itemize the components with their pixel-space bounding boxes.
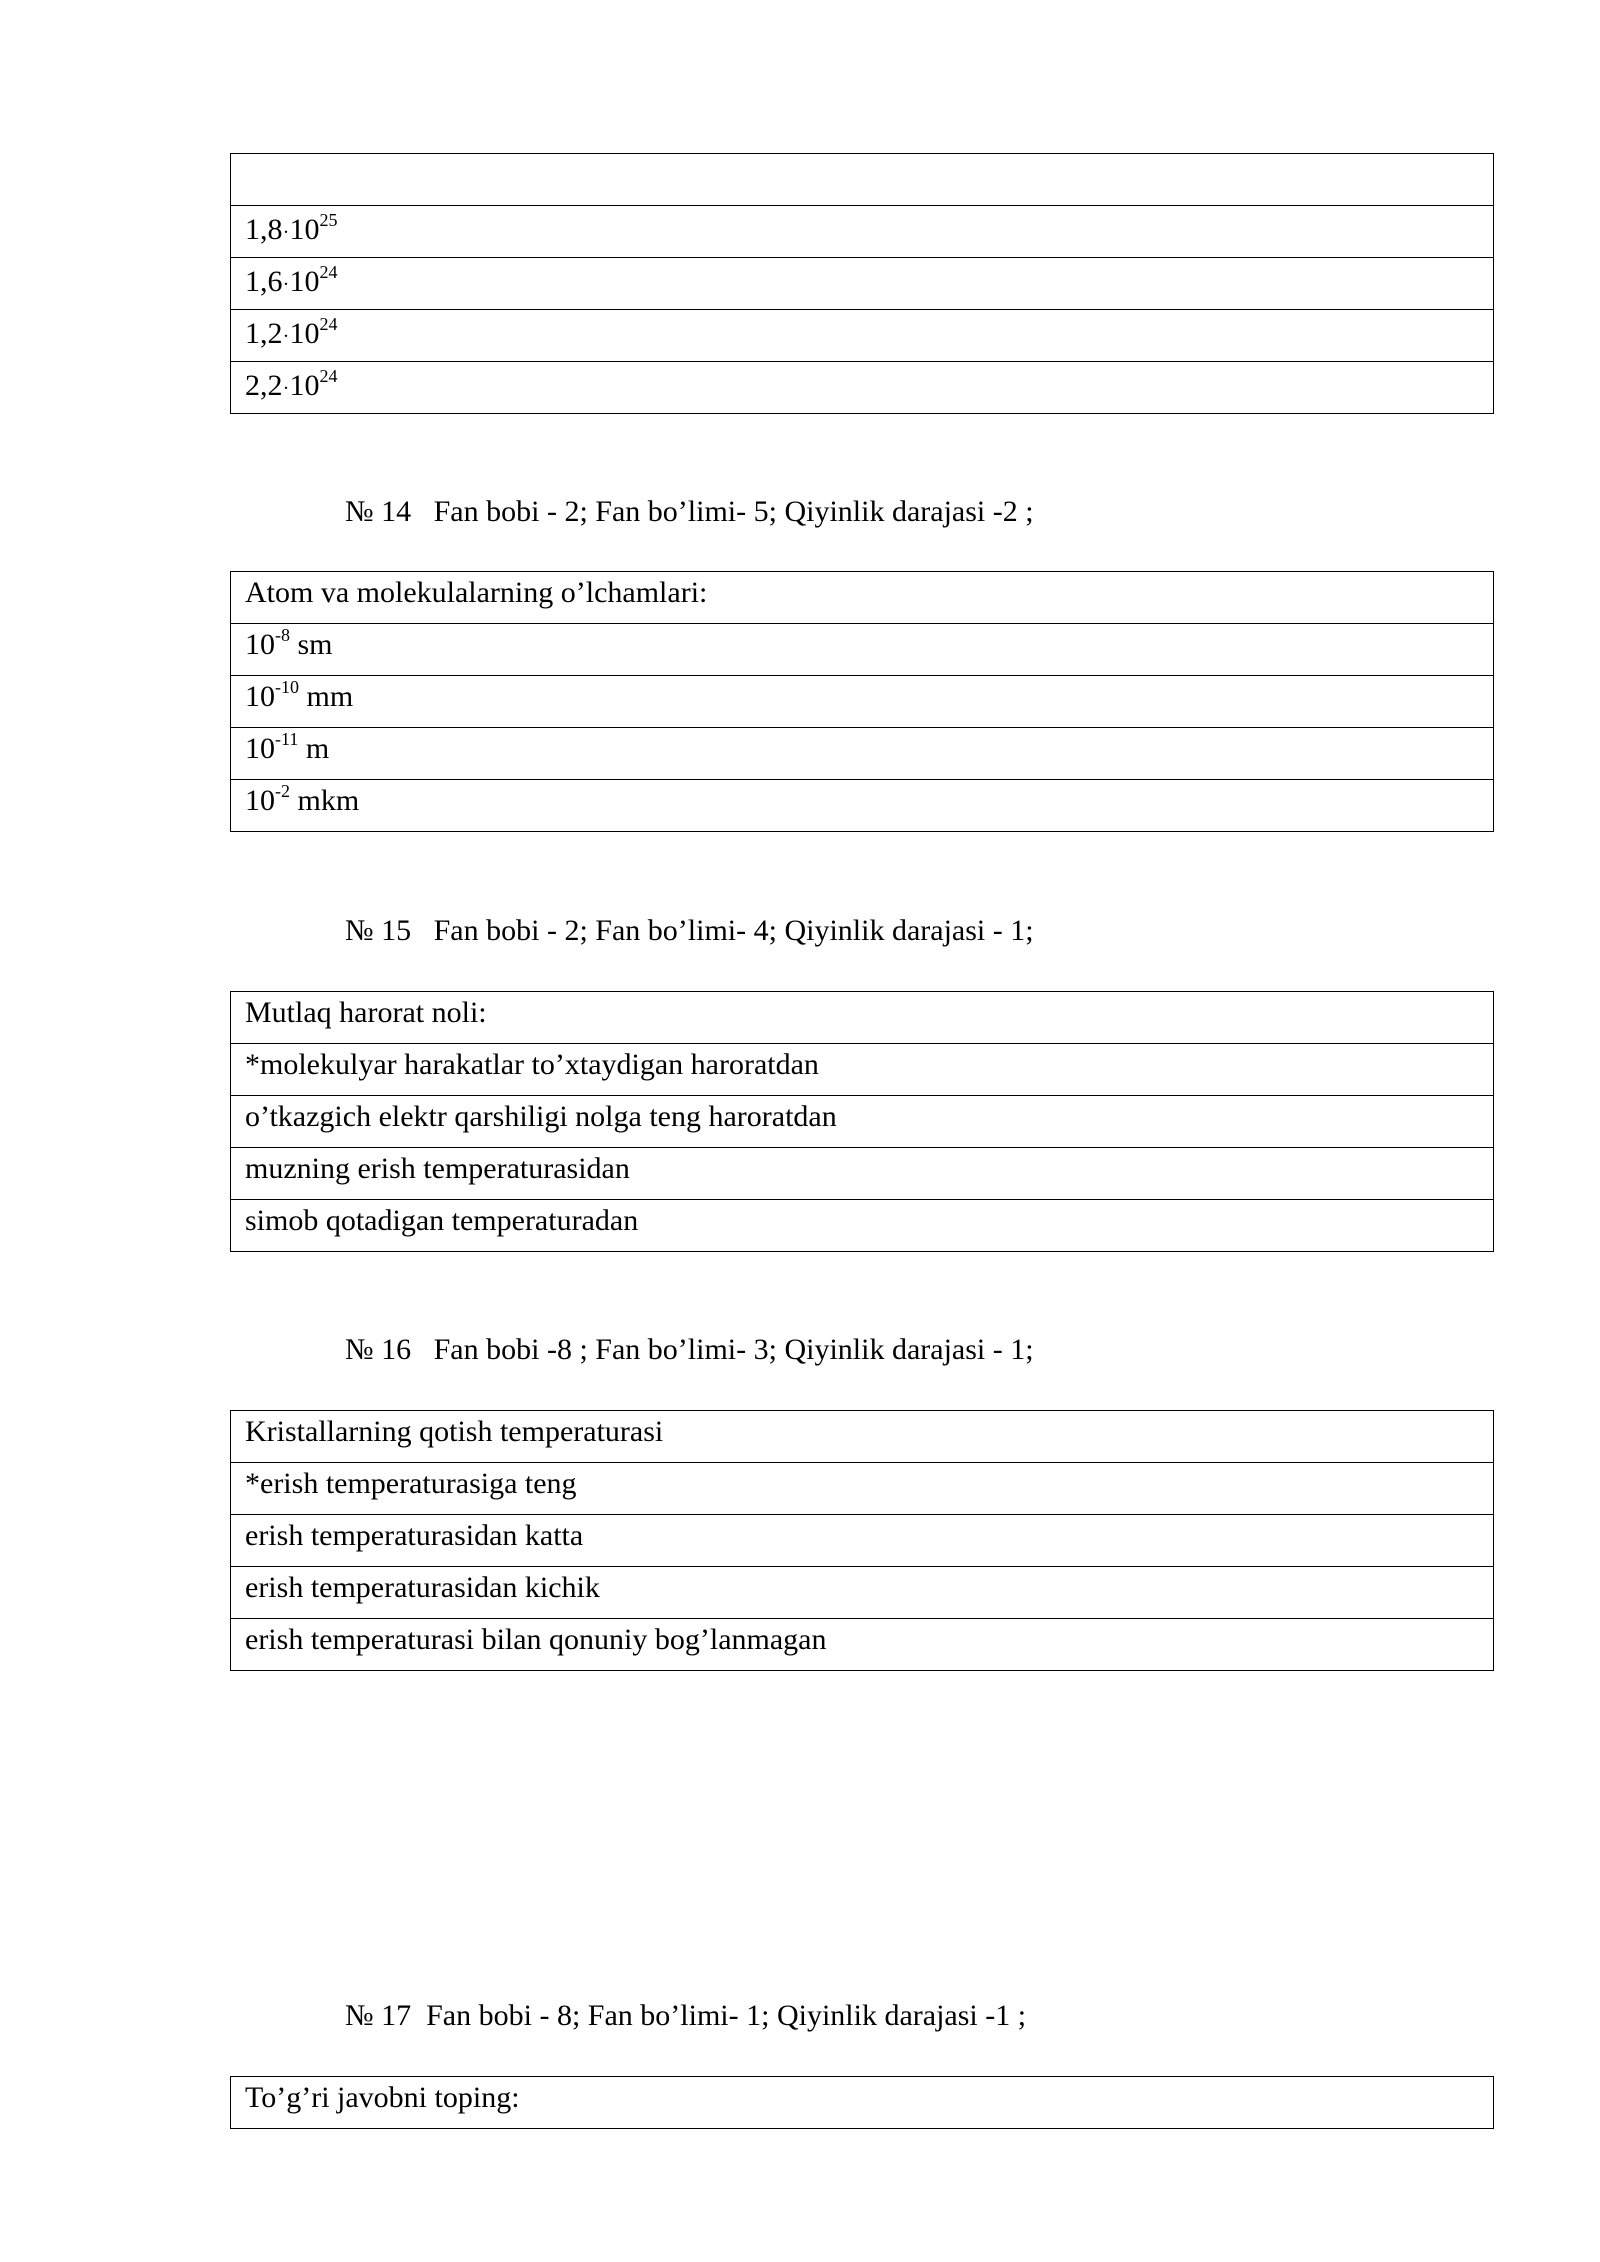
answer-mantissa: 1,8 xyxy=(245,213,283,246)
table-row xyxy=(231,992,1494,1044)
answer-mantissa: 1,6 xyxy=(245,265,283,298)
table-row xyxy=(231,1411,1494,1463)
table-row xyxy=(231,1148,1494,1200)
question-cell: Kristallarning qotish temperaturasi xyxy=(231,1411,1494,1463)
answer-cell xyxy=(231,258,1494,310)
answer-cell: erish temperaturasi bilan qonuniy bog’lanmagan xyxy=(231,1619,1494,1671)
table-row xyxy=(231,1096,1494,1148)
answer-cell xyxy=(231,676,1494,728)
question-cell: Mutlaq harorat noli: xyxy=(231,992,1494,1044)
answer-exponent: 25 xyxy=(319,210,338,230)
answer-exponent: -11 xyxy=(275,729,299,749)
question-15-table-block xyxy=(230,991,1494,1252)
answer-mantissa: 2,2 xyxy=(245,369,283,402)
answer-cell xyxy=(231,362,1494,414)
answer-cell: erish temperaturasidan katta xyxy=(231,1515,1494,1567)
answer-cell xyxy=(231,624,1494,676)
table-row xyxy=(231,676,1494,728)
answer-exponent: 24 xyxy=(319,366,338,386)
answer-unit: m xyxy=(298,732,330,765)
empty-cell xyxy=(231,154,1494,206)
question-16-heading: № 16 Fan bobi -8 ; Fan bo’limi- 3; Qiyinlik darajasi - 1; xyxy=(345,1333,1034,1366)
multiply-dot: . xyxy=(283,268,289,290)
answer-exponent: -2 xyxy=(275,781,290,801)
question-14-table xyxy=(230,571,1494,832)
answer-base: 10 xyxy=(245,784,275,817)
answer-cell: o’tkazgich elektr qarshiligi nolga teng haroratdan xyxy=(231,1096,1494,1148)
answer-unit: sm xyxy=(290,628,333,661)
answer-exponent: -8 xyxy=(275,625,290,645)
question-17-table xyxy=(230,2076,1494,2129)
question-cell: Atom va molekulalarning o’lchamlari: xyxy=(231,572,1494,624)
question-17-table-block xyxy=(230,2076,1494,2129)
answer-base: 10 xyxy=(289,213,320,246)
table-row xyxy=(231,362,1494,414)
table-row xyxy=(231,258,1494,310)
table-row xyxy=(231,624,1494,676)
answer-exponent: 24 xyxy=(319,314,338,334)
question-14-table-block xyxy=(230,571,1494,832)
table-row xyxy=(231,1200,1494,1252)
answer-cell xyxy=(231,310,1494,362)
table-row xyxy=(231,780,1494,832)
table-row xyxy=(231,572,1494,624)
question-cell: To’g’ri javobni toping: xyxy=(231,2077,1494,2129)
question-16-table-block xyxy=(230,1410,1494,1671)
multiply-dot: . xyxy=(283,372,289,394)
question-15-table xyxy=(230,991,1494,1252)
answer-base: 10 xyxy=(289,369,320,402)
answer-cell xyxy=(231,780,1494,832)
answer-unit: mkm xyxy=(290,784,360,817)
answer-base: 10 xyxy=(289,317,320,350)
question-17-heading: № 17 Fan bobi - 8; Fan bo’limi- 1; Qiyinlik darajasi -1 ; xyxy=(345,1999,1027,2032)
question-13-table xyxy=(230,153,1494,414)
answer-base: 10 xyxy=(245,680,275,713)
table-row xyxy=(231,1619,1494,1671)
table-row xyxy=(231,1567,1494,1619)
table-row xyxy=(231,1044,1494,1096)
table-row xyxy=(231,310,1494,362)
question-15-heading: № 15 Fan bobi - 2; Fan bo’limi- 4; Qiyinlik darajasi - 1; xyxy=(345,914,1034,947)
answer-cell: muzning erish temperaturasidan xyxy=(231,1148,1494,1200)
table-row xyxy=(231,1515,1494,1567)
answer-cell: erish temperaturasidan kichik xyxy=(231,1567,1494,1619)
answer-cell xyxy=(231,206,1494,258)
table-row xyxy=(231,154,1494,206)
question-14-heading: № 14 Fan bobi - 2; Fan bo’limi- 5; Qiyinlik darajasi -2 ; xyxy=(345,495,1034,528)
answer-cell: simob qotadigan temperaturadan xyxy=(231,1200,1494,1252)
answer-mantissa: 1,2 xyxy=(245,317,283,350)
answer-exponent: 24 xyxy=(319,262,338,282)
answer-base: 10 xyxy=(245,628,275,661)
multiply-dot: . xyxy=(283,320,289,342)
answer-cell xyxy=(231,728,1494,780)
table-row xyxy=(231,1463,1494,1515)
table-row xyxy=(231,206,1494,258)
question-13-table-block xyxy=(230,153,1494,414)
answer-exponent: -10 xyxy=(275,677,299,697)
answer-cell: *erish temperaturasiga teng xyxy=(231,1463,1494,1515)
answer-base: 10 xyxy=(245,732,275,765)
multiply-dot: . xyxy=(283,216,289,238)
question-16-table xyxy=(230,1410,1494,1671)
answer-base: 10 xyxy=(289,265,320,298)
table-row xyxy=(231,2077,1494,2129)
answer-cell: *molekulyar harakatlar to’xtaydigan haroratdan xyxy=(231,1044,1494,1096)
answer-unit: mm xyxy=(299,680,354,713)
table-row xyxy=(231,728,1494,780)
